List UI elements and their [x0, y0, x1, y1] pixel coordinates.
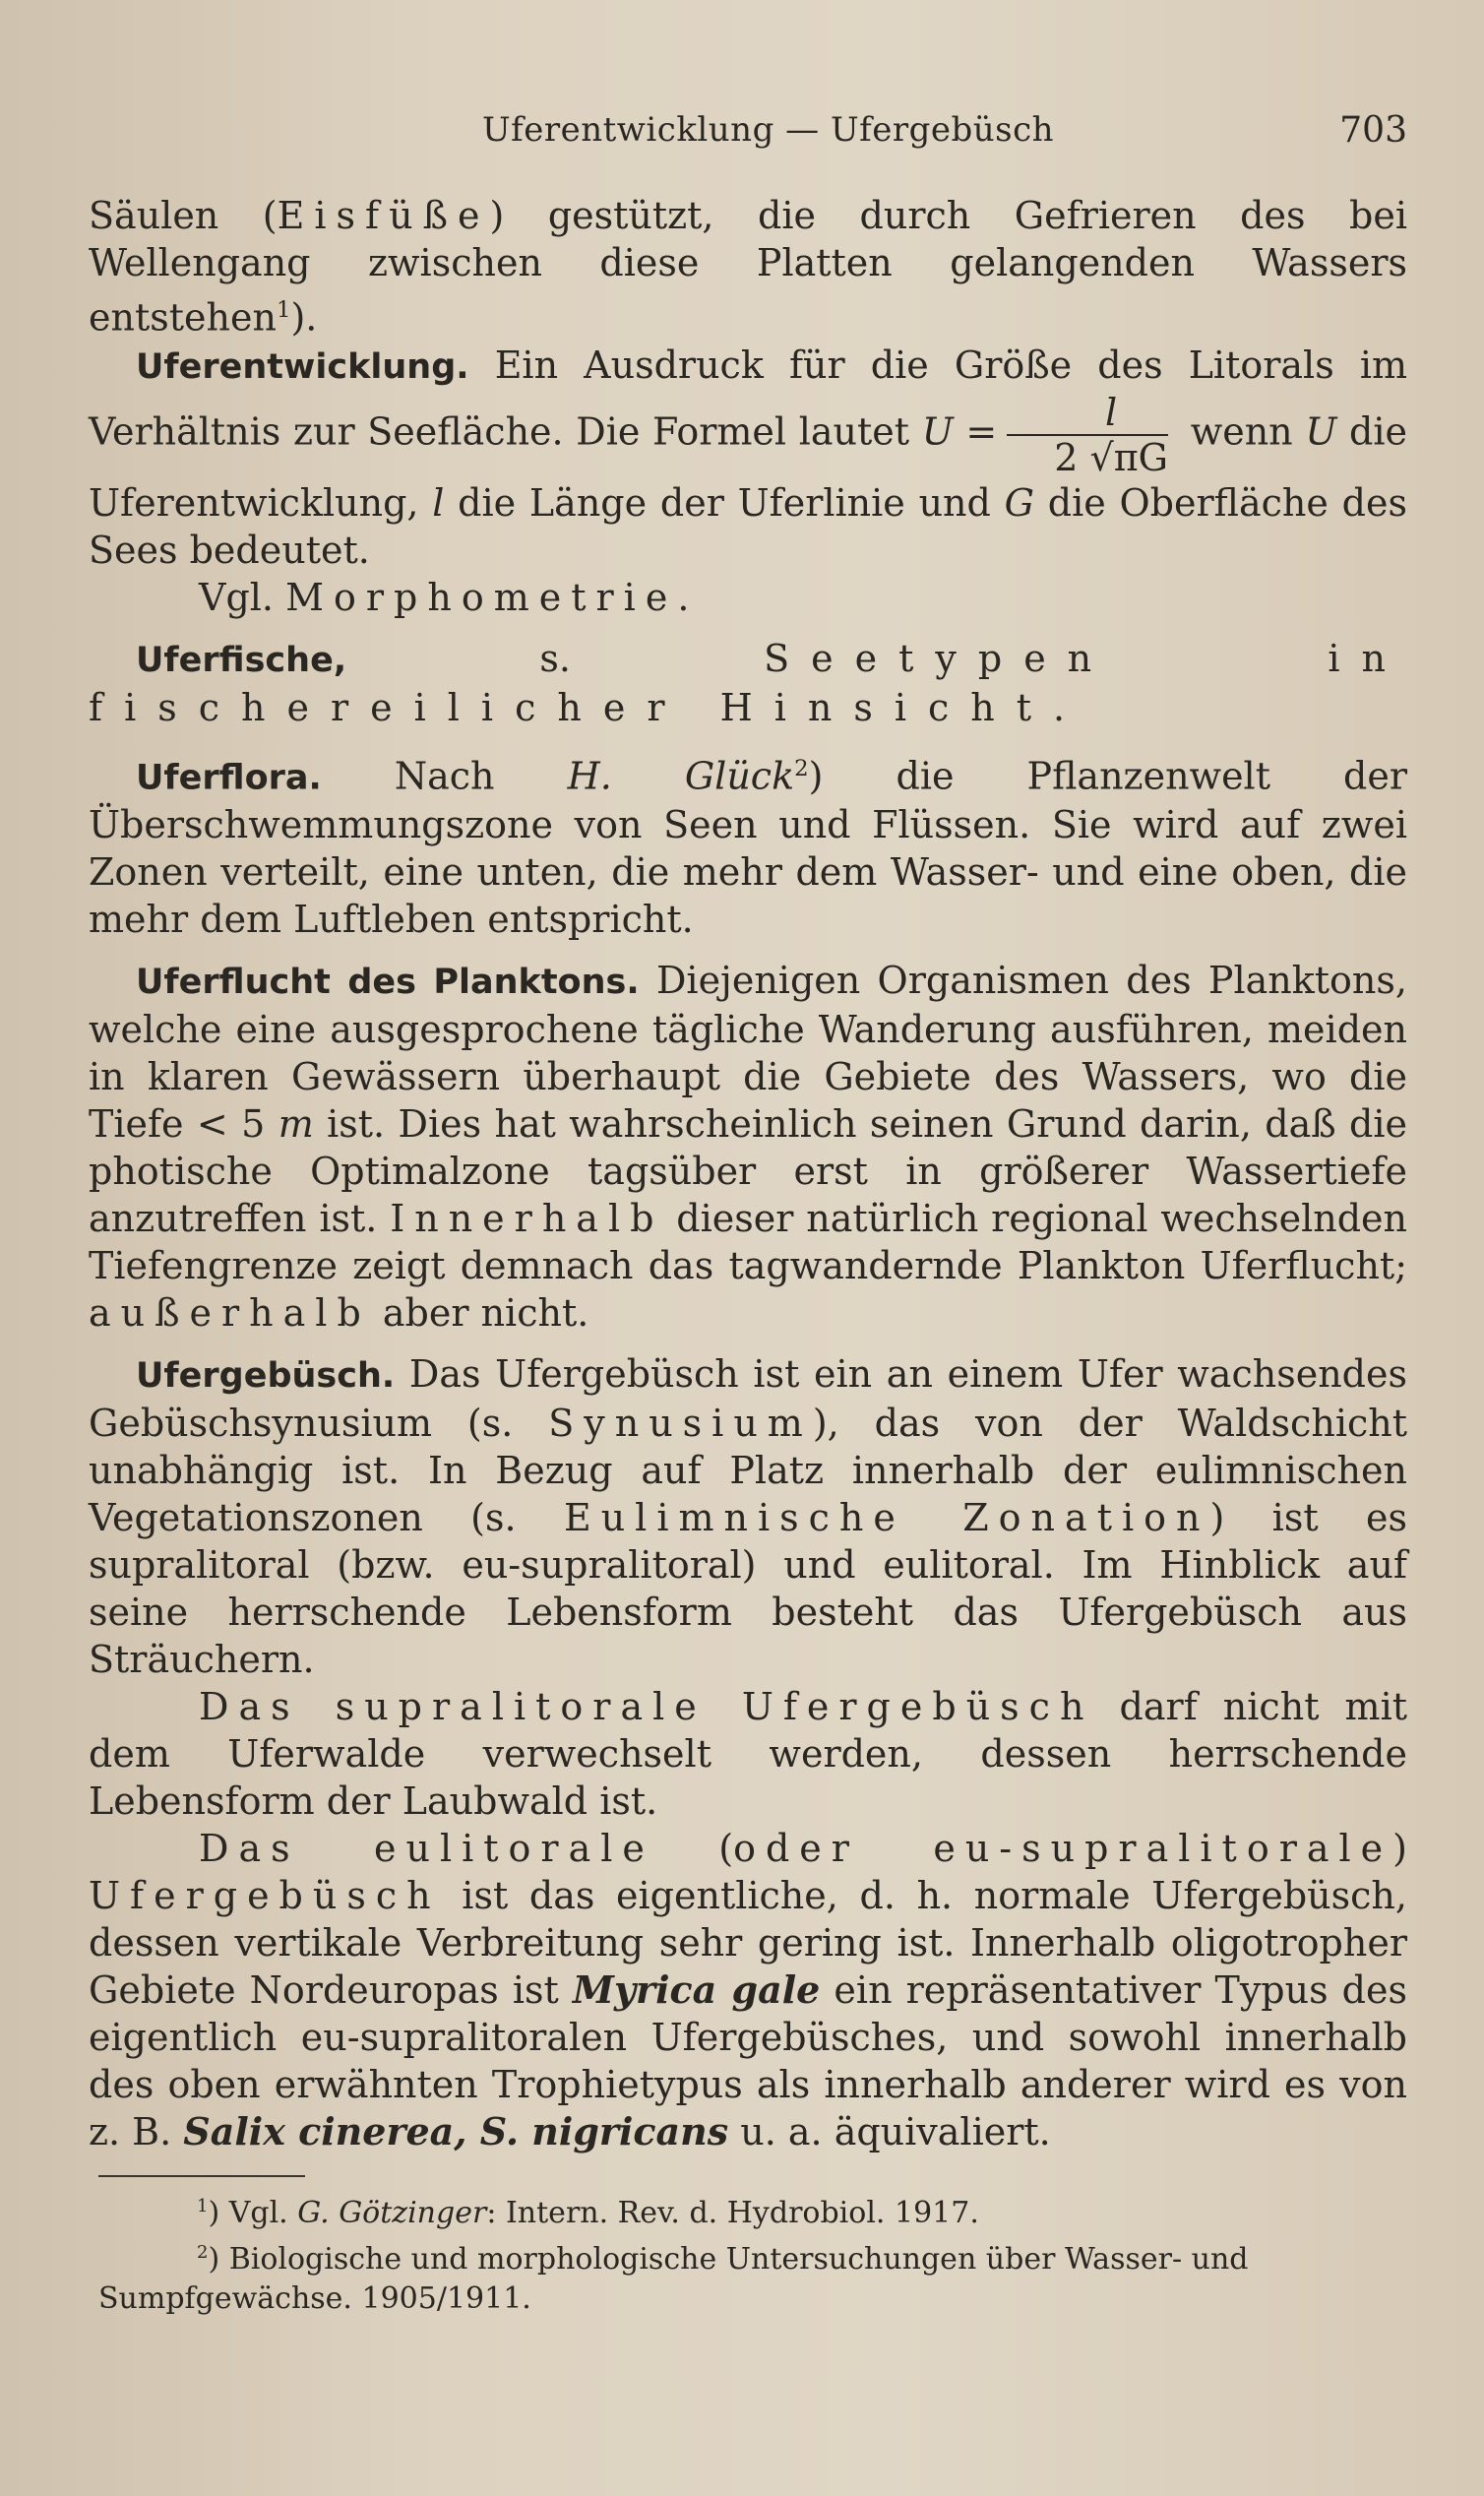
paragraph-supralitorale: Das supralitorale Ufergebüsch darf nicht mit dem Uferwalde verwechselt werden, dessen herrschende Lebensform der Laubwald ist. [89, 1685, 1407, 1824]
entry-ufergebuesch: Ufergebüsch. Das Ufergebüsch ist ein an einem Ufer wachsendes Gebüschsynusium (s. Synusium), das von der Waldschicht unabhängig ist. In Bezug auf Platz innerhalb der eulimnischen Vegetationszonen (s. Eulimnische Zonation) ist es supralitoral (bzw. eu-supralitoral) und eulitoral. Im Hinblick auf seine herrschende Lebensform besteht das Ufergebüsch aus Sträuchern. [89, 1352, 1407, 1682]
spaced-term: Das supralitorale Ufergebüsch [199, 1685, 1094, 1729]
footnote-ref: 1 [276, 297, 291, 323]
spacer [89, 731, 1407, 745]
entry-uferflora: Uferflora. Nach H. Glück$^2$) die Pflanzenwelt der Überschwemmungszone von Seen und Flüssen. Sie wird auf zwei Zonen verteilt, eine unten, die mehr dem Wasser- und eine oben, die mehr dem Luftleben entspricht. [89, 754, 1407, 942]
footnote-mark: 2 [197, 2242, 209, 2263]
formula-numerator: l [1007, 391, 1168, 436]
formula-lhs: U = [921, 409, 998, 454]
author-name: H. Glück [567, 754, 795, 798]
footnote-1: $^1$) Vgl. G. Götzinger: Intern. Rev. d. Hydrobiol. 1917. [197, 2196, 979, 2230]
page-header [89, 110, 1407, 159]
spaced-term: Das eulitorale [199, 1827, 654, 1871]
entry-term: Uferflora. [136, 758, 322, 798]
entry-saeulen-continuation: Säulen (Eisfüße) gestützt, die durch Gefrieren des bei Wellengang zwischen diese Platten gelangenden Wassers entstehen$^1$). [89, 194, 1407, 340]
page-body [89, 192, 1407, 2155]
species-name: Myrica gale [572, 1967, 821, 2013]
entry-term: Uferfische, [136, 640, 347, 680]
unit: m [278, 1102, 314, 1147]
footnote-2: $^2$) Biologische und morphologische Untersuchungen über Wasser- und Sumpfgewächse. 1905/1911. [98, 2242, 1249, 2316]
spaced-word: Innerhalb [390, 1197, 664, 1241]
entry-uferfische: Uferfische, s. Seetypen in fischereilicher Hinsicht. [89, 636, 1407, 729]
entry-uferentwicklung: Uferentwicklung. Ein Ausdruck für die Größe des Litorals im Verhältnis zur Seefläche. Die Formel lautet U = $\frac{l}{2 √\pi G}$ wenn U die Uferentwicklung, l die Länge der Uferlinie und G die Oberfläche des Sees bedeutet. [89, 343, 1407, 572]
reference-link: Synusium [548, 1402, 813, 1446]
species-name: Salix cinerea, S. nigricans [183, 2109, 729, 2154]
spaced-word: außerhalb [89, 1291, 371, 1336]
spaced-term: Eisfüße [277, 194, 490, 237]
footnote-mark: 1 [197, 2196, 209, 2216]
footnote-ref: 2 [794, 755, 809, 781]
page-number: 703 [1339, 110, 1407, 151]
entry-term: Uferflucht des Planktons. [136, 963, 640, 1003]
paragraph-eulitorale: Das eulitorale (oder eu-supralitorale) Ufergebüsch ist das eigentliche, d. h. normale Ufergebüsch, dessen vertikale Verbreitung sehr gering ist. Innerhalb oligotropher Gebiete Nordeuropas ist Myrica gale ein repräsentativer Typus des eigentlich eu-supralitoralen Ufergebüsches, und sowohl innerhalb des oben erwähnten Trophietypus als innerhalb anderer wird es von z. B. Salix cinerea, S. nigricans u. a. äquivaliert. [89, 1827, 1407, 2154]
entry-term: Ufergebüsch. [136, 1356, 396, 1397]
formula-fraction [1007, 391, 1168, 479]
spacer [89, 943, 1407, 957]
reference-link: Eulimnische Zonation [563, 1496, 1210, 1540]
spacer [89, 1337, 1407, 1350]
spaced-term: oder eu-supralitorale [733, 1827, 1393, 1871]
entry-uferflucht: Uferflucht des Planktons. Diejenigen Organismen des Planktons, welche eine ausgesprochene tägliche Wanderung ausführen, meiden in klaren Gewässern überhaupt die Gebiete des Wassers, wo die Tiefe < 5 m ist. Dies hat wahrscheinlich seinen Grund darin, daß die photische Optimalzone tagsüber erst in größerer Wassertiefe anzutreffen ist. Innerhalb dieser natürlich regional wechselnden Tiefengrenze zeigt demnach das tagwandernde Plankton Uferflucht; außerhalb aber nicht. [89, 959, 1407, 1336]
author-name: G. Götzinger [297, 2196, 487, 2230]
reference-link: Seetypen in fischereilicher Hinsicht [89, 636, 1407, 729]
running-head: Uferentwicklung — Ufergebüsch [482, 110, 1055, 150]
footnotes [98, 2187, 1407, 2319]
reference-link: Morphometrie [285, 575, 678, 619]
cross-reference: Vgl. Morphometrie. [199, 575, 690, 619]
spacer [89, 621, 1407, 635]
entry-term: Uferentwicklung. [136, 346, 469, 387]
footnote-divider [98, 2175, 305, 2177]
spaced-term: Ufergebüsch [89, 1874, 441, 1918]
formula-denominator: 2 √πG [1054, 435, 1169, 479]
